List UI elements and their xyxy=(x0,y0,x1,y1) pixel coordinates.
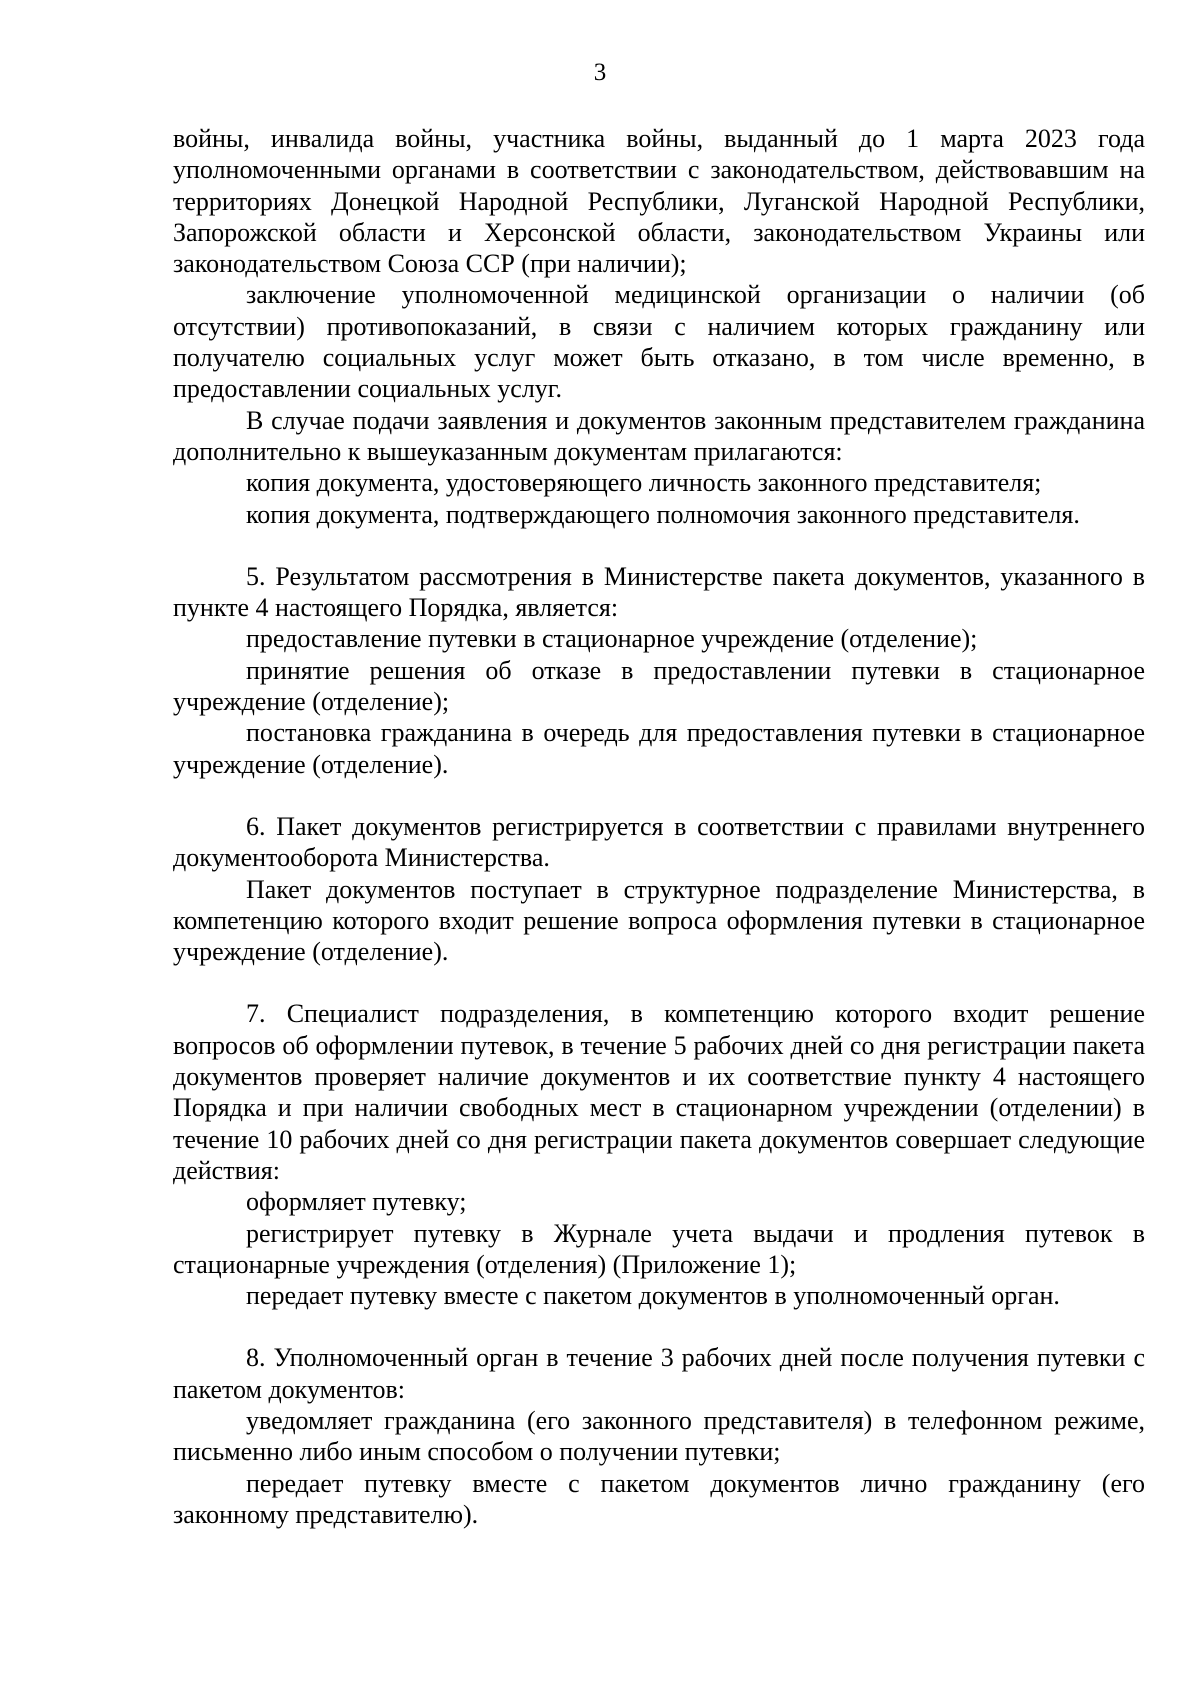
page-number: 3 xyxy=(593,59,607,86)
paragraph-representative-authority: копия документа, подтверждающего полномочия законного представителя. xyxy=(246,499,1080,529)
paragraph-item-6-routing: Пакет документов поступает в структурное подразделение Министерства, в компетенцию которого входит решение вопроса оформления путевки в стационарное учреждение (отделение). xyxy=(173,874,1145,967)
paragraph-item-5-queue: постановка гражданина в очередь для предоставления путевки в стационарное учреждение (отделение). xyxy=(173,718,1145,779)
paragraph-item-8-notify: уведомляет гражданина (его законного представителя) в телефонном режиме, письменно либо иным способом о получении путевки; xyxy=(173,1405,1145,1467)
paragraph-representative-case: В случае подачи заявления и документов законным представителем гражданина дополнительно к вышеуказанным документам прилагаются: xyxy=(173,405,1145,466)
paragraph-item-8: 8. Уполномоченный орган в течение 3 рабочих дней после получения путевки с пакетом документов: xyxy=(173,1343,1145,1404)
paragraph-representative-id: копия документа, удостоверяющего личность законного представителя; xyxy=(246,468,1042,498)
paragraph-item-5-grant: предоставление путевки в стационарное учреждение (отделение); xyxy=(246,624,978,654)
document-body xyxy=(173,123,1145,1530)
paragraph-item-7-issue: оформляет путевку; xyxy=(246,1187,467,1217)
paragraph-item-7: 7. Специалист подразделения, в компетенцию которого входит решение вопросов об оформлении путевок, в течение 5 рабочих дней со дня регистрации пакета документов проверяет наличие документов и их соответствие пункту 4 настоящего Порядка и при наличии свободных мест в стационарном учреждении (отделении) в течение 10 рабочих дней со дня регистрации пакета документов совершает следующие действия: xyxy=(173,999,1145,1185)
paragraph-item-7-register: регистрирует путевку в Журнале учета выдачи и продления путевок в стационарные учреждения (отделения) (Приложение 1); xyxy=(173,1218,1145,1279)
paragraph-item-5-refusal: принятие решения об отказе в предоставлении путевки в стационарное учреждение (отделение); xyxy=(173,655,1145,717)
paragraph-item-6: 6. Пакет документов регистрируется в соответствии с правилами внутреннего документооборота Министерства. xyxy=(173,811,1145,873)
paragraph-medical-conclusion: заключение уполномоченной медицинской организации о наличии (об отсутствии) противопоказаний, в связи с наличием которых гражданину или получателю социальных услуг может быть отказано, в том числе временно, в предоставлении социальных услуг. xyxy=(173,280,1145,404)
paragraph-item-8-handover: передает путевку вместе с пакетом документов лично гражданину (его законному представителю). xyxy=(173,1468,1145,1529)
paragraph-item-7-transfer: передает путевку вместе с пакетом документов в уполномоченный орган. xyxy=(246,1281,1060,1311)
paragraph-continuation: войны, инвалида войны, участника войны, выданный до 1 марта 2023 года уполномоченными органами в соответствии с законодательством, действовавшим на территориях Донецкой Народной Республики, Луганской Народной Республики, Запорожской области и Херсонской области, законодательством Украины или законодательством Союза ССР (при наличии); xyxy=(173,124,1145,279)
paragraph-item-5: 5. Результатом рассмотрения в Министерстве пакета документов, указанного в пункте 4 настоящего Порядка, является: xyxy=(173,561,1145,623)
